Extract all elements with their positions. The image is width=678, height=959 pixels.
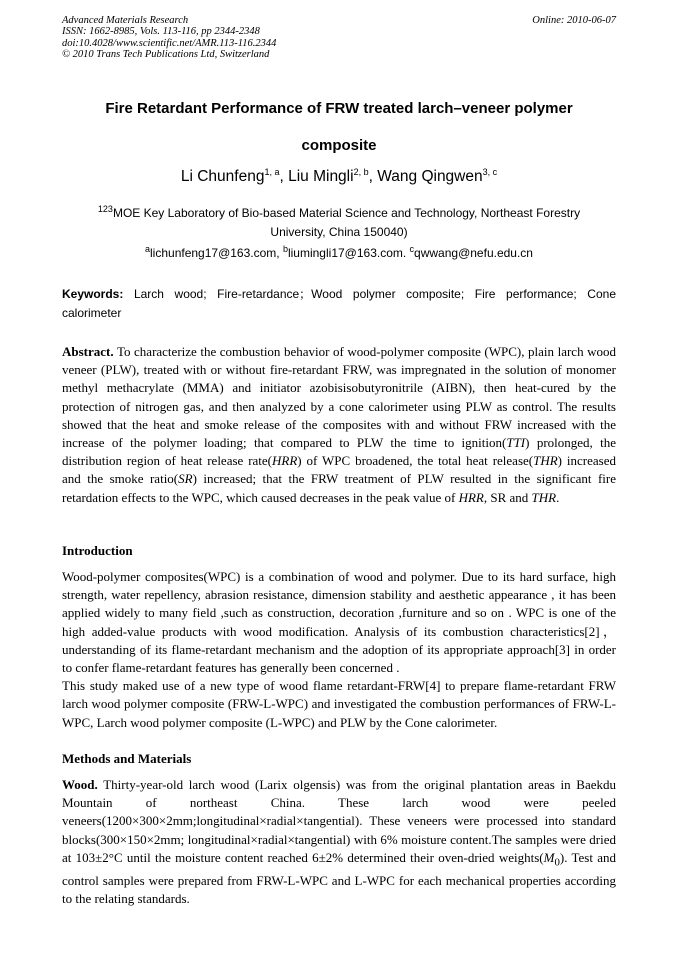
email-a-sup: a: [145, 244, 151, 254]
keywords-block: [62, 285, 616, 323]
wood-label: Wood.: [62, 777, 98, 792]
introduction-body: [62, 568, 616, 732]
email-b-sup: b: [282, 244, 288, 254]
introduction-heading: Introduction: [62, 543, 133, 558]
keywords-label: Keywords:: [62, 287, 124, 301]
introduction-paragraph-1: Wood-polymer composites(WPC) is a combination of wood and polymer. Due to its hard surface, high strength, water repellency, abrasion resistance, dimension stability and aesthetic appearance , it has been applied widely to many field ,such as construction, decoration ,furniture and so on . WPC is one of the high added-value products with wood modification. Analysis of its combustion characteristics[2]， understanding of its flame-retardant mechanism and the adoption of its appropriate approach[3] in order to confer flame-retardant features has generally been concerned .: [62, 569, 616, 676]
author-3: Wang Qingwen: [377, 168, 483, 185]
abstract-text-2: ) prolonged, the distribution region of heat release rate(: [62, 435, 617, 469]
author-emails: [62, 246, 616, 260]
abstract-thr: THR: [533, 453, 558, 469]
keywords-text: Larch wood; Fire-retardance；Wood polymer composite; Fire performance; Cone calorimeter: [62, 287, 616, 320]
abstract-text-7: .: [556, 489, 560, 505]
abstract-hrr-2: HRR: [458, 489, 484, 505]
paper-title: [62, 90, 616, 164]
abstract-text-4: ) increased and the smoke ratio(: [62, 453, 616, 487]
abstract-hrr: HRR: [272, 453, 298, 469]
author-2-sup: 2, b: [353, 166, 369, 177]
doi-line[interactable]: doi:10.4028/www.scientific.net/AMR.113-116.2344: [62, 37, 277, 49]
author-3-sup: 3, c: [482, 166, 498, 177]
author-2: Liu Mingli: [288, 168, 354, 185]
wood-text-2: ). Test and control samples were prepared from FRW-L-WPC and L-WPC for each mechanical properties according to the relating standards.: [62, 849, 616, 906]
abstract-sr: SR: [178, 471, 193, 487]
email-a[interactable]: lichunfeng17@163.com,: [150, 246, 283, 260]
affiliation-sup: 123: [97, 204, 113, 214]
moisture-symbol: M: [543, 849, 555, 865]
author-1-sup: 1, a: [264, 166, 280, 177]
journal-name: Advanced Materials Research: [62, 15, 189, 26]
abstract-tti: TTI: [506, 435, 526, 451]
moisture-subscript: 0: [554, 856, 560, 869]
abstract-block: [62, 343, 616, 507]
abstract-text-3: ) of WPC broadened, the total heat release(: [297, 453, 534, 469]
author-1: Li Chunfeng: [180, 168, 265, 185]
methods-heading: Methods and Materials: [62, 751, 192, 766]
author-list: [62, 168, 616, 186]
wood-text-1: Thirty-year-old larch wood (Larix olgensis) was from the original plantation areas in Baekdu Mountain of northeast China. These larch wood were peeled veneers(1200×300×2mm;longitudinal×radial×tangential). These veneers were processed into standard blocks(300×150×2mm; longitudinal×radial×tangential) with 6% moisture content.The samples were dried at 103±2°C until the moisture content reached 6±2% determined their oven-dried weights(: [62, 777, 616, 865]
author-sep-1: ,: [279, 168, 289, 185]
abstract-text-6: , SR and: [483, 489, 532, 505]
email-c[interactable]: qwwang@nefu.edu.cn: [414, 246, 533, 260]
wood-paragraph: [62, 776, 616, 908]
issn-line: ISSN: 1662-8985, Vols. 113-116, pp 2344-2348: [62, 26, 260, 38]
abstract-thr-2: THR: [531, 489, 557, 505]
email-c-sup: c: [409, 244, 415, 254]
abstract-label: Abstract.: [62, 344, 114, 359]
author-sep-2: ,: [368, 168, 378, 185]
affiliation: [80, 204, 598, 242]
introduction-paragraph-2: This study maked use of a new type of wood flame retardant-FRW[4] to prepare flame-retardant FRW larch wood polymer composite (FRW-L-WPC) and investigated the combustion performances of FRW-L-WPC, Larch wood polymer composite (L-WPC) and PLW by the Cone calorimeter.: [62, 678, 616, 730]
copyright-line: © 2010 Trans Tech Publications Ltd, Switzerland: [62, 49, 270, 61]
journal-header: [62, 15, 616, 61]
title-line-1: Fire Retardant Performance of FRW treated larch–veneer polymer: [105, 100, 573, 117]
abstract-text-5: ) increased; that the FRW treatment of PLW resulted in the significant fire retardation effects to the WPC, which caused decreases in the peak value of: [62, 471, 616, 505]
email-b[interactable]: liumingli17@163.com.: [287, 246, 410, 260]
title-line-2: composite: [301, 137, 377, 154]
abstract-text-1: To characterize the combustion behavior of wood-polymer composite (WPC), plain larch wood veneer (PLW), treated with or without fire-retardant FRW, was impregnated in the solution of monomer methyl methacrylate (MMA) and initiator azobisisobutyronitrile (AIBN), then heat-cured by the protection of nitrogen gas, and then analyzed by a cone calorimeter using PLW as control. The results showed that the heat and smoke release of the composites with and without FRW increased with the increase of the polymer loading; that compared to PLW the time to ignition(: [62, 344, 616, 451]
affiliation-text: MOE Key Laboratory of Bio-based Material Science and Technology, Northeast Forestry University, China 150040): [112, 206, 581, 239]
online-date: Online: 2010-06-07: [532, 15, 616, 26]
